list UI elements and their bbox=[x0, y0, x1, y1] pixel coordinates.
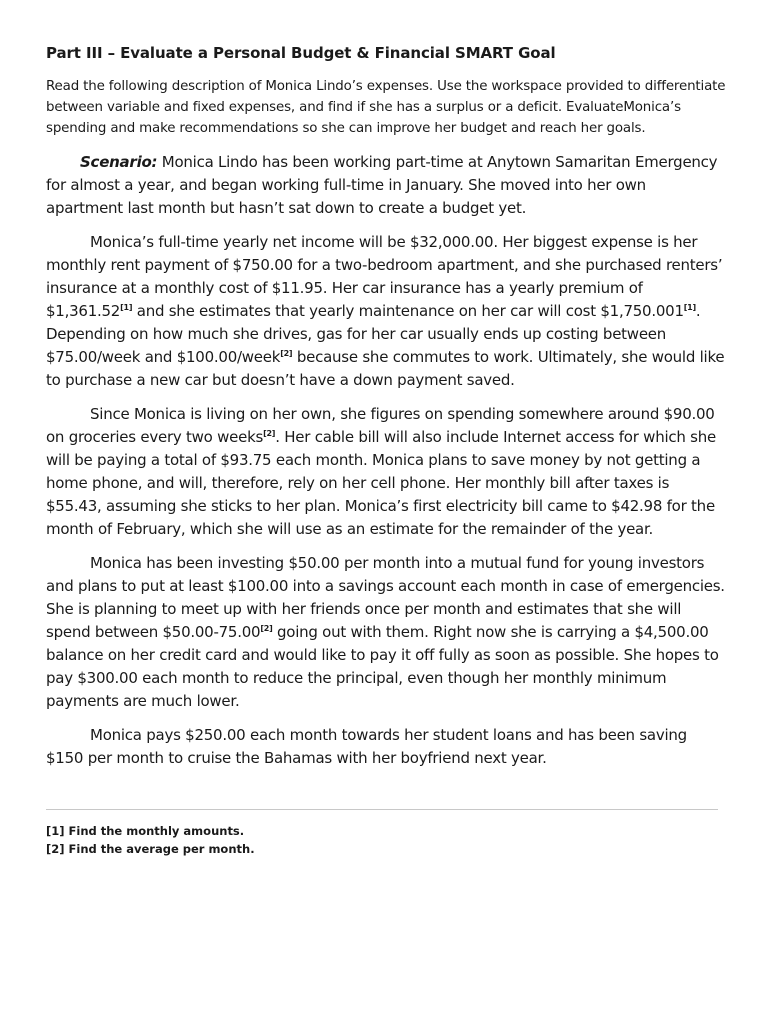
footnote-marker-1: [1] bbox=[683, 303, 696, 312]
document-body bbox=[46, 44, 726, 781]
scenario-text: Monica Lindo has been working part-time at Anytown Samaritan Emergency for almost a year, and began working full-time in January. She moved into her own apartment last month but hasn’t sat down to create a budget yet. bbox=[46, 153, 718, 217]
income-expenses-paragraph bbox=[46, 231, 726, 392]
savings-debt-paragraph bbox=[46, 552, 726, 713]
footnote-marker-2: [2] bbox=[260, 624, 273, 633]
footnote-2: [2] Find the average per month. bbox=[46, 842, 255, 856]
page-title: Part III – Evaluate a Personal Budget & Financial SMART Goal bbox=[46, 44, 556, 62]
footnotes bbox=[46, 822, 255, 858]
text-run: because she commutes to work. Ultimately, she would like to purchase a new car but doesn’t have a down payment saved. bbox=[46, 348, 725, 389]
loans-paragraph: Monica pays $250.00 each month towards her student loans and has been saving $150 per month to cruise the Bahamas with her boyfriend next year. bbox=[46, 726, 687, 767]
text-run: Monica has been investing $50.00 per month into a mutual fund for young investors and plans to put at least $100.00 into a savings account each month in case of emergencies. She is planning to meet up with her friends once per month and estimates that she will spend between $50.00-75.00 bbox=[46, 554, 725, 641]
scenario-paragraph bbox=[46, 151, 726, 220]
text-run: . Depending on how much she drives, gas for her car usually ends up costing between $75.00/week and $100.00/week bbox=[46, 302, 701, 366]
footnote-divider bbox=[46, 809, 718, 810]
footnote-1: [1] Find the monthly amounts. bbox=[46, 824, 245, 838]
text-run: Monica’s full-time yearly net income will be $32,000.00. Her biggest expense is her monthly rent payment of $750.00 for a two-bedroom apartment, and she purchased renters’ insurance at a monthly cost of $11.95. Her car insurance has a yearly premium of $1,361.52 bbox=[46, 233, 723, 320]
instructions-paragraph: Read the following description of Monica Lindo’s expenses. Use the workspace provided to differentiate between variable and fixed expenses, and find if she has a surplus or a deficit. EvaluateMonica’s spending and make recommendations so she can improve her budget and reach her goals. bbox=[46, 79, 726, 136]
scenario-label: Scenario: bbox=[80, 153, 158, 171]
footnote-marker-1: [1] bbox=[120, 303, 133, 312]
footnote-marker-2: [2] bbox=[280, 349, 293, 358]
text-run: going out with them. Right now she is carrying a $4,500.00 balance on her credit card and would like to pay it off fully as soon as possible. She hopes to pay $300.00 each month to reduce the principal, even though her monthly minimum payments are much lower. bbox=[46, 623, 719, 710]
footnote-marker-2: [2] bbox=[263, 429, 276, 438]
text-run: Since Monica is living on her own, she figures on spending somewhere around $90.00 on groceries every two weeks bbox=[46, 405, 715, 446]
text-run: . Her cable bill will also include Internet access for which she will be paying a total of $93.75 each month. Monica plans to save money by not getting a home phone, and will, therefore, rely on her cell phone. Her monthly bill after taxes is $55.43, assuming she sticks to her plan. Monica’s first electricity bill came to $42.98 for the month of February, which she will use as an estimate for the remainder of the year. bbox=[46, 428, 716, 538]
living-expenses-paragraph bbox=[46, 403, 726, 541]
text-run: and she estimates that yearly maintenance on her car will cost $1,750.001 bbox=[132, 302, 684, 320]
